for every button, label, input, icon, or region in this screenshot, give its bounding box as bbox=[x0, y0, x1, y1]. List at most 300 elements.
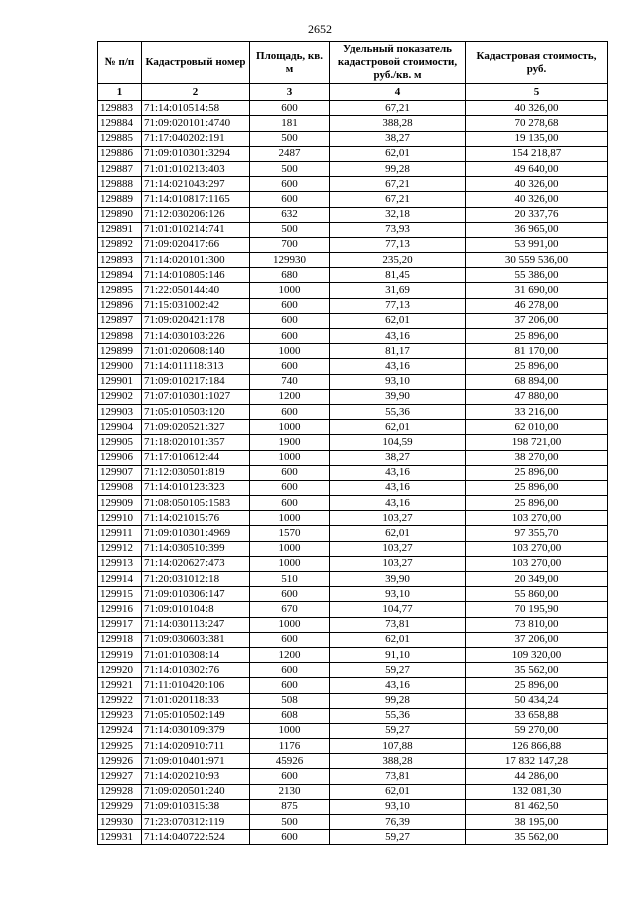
cadastral-value-cell: 49 640,00 bbox=[466, 161, 608, 176]
cadastral-value-cell: 59 270,00 bbox=[466, 723, 608, 738]
cadastral-number-cell: 71:09:020101:4740 bbox=[142, 116, 250, 131]
specific-value-cell: 99,28 bbox=[330, 161, 466, 176]
cadastral-value-cell: 81 170,00 bbox=[466, 344, 608, 359]
cadastral-number-cell: 71:09:010401:971 bbox=[142, 754, 250, 769]
specific-value-cell: 73,93 bbox=[330, 222, 466, 237]
specific-value-cell: 93,10 bbox=[330, 587, 466, 602]
cadastral-value-cell: 126 866,88 bbox=[466, 739, 608, 754]
area-cell: 600 bbox=[250, 587, 330, 602]
specific-value-cell: 43,16 bbox=[330, 329, 466, 344]
column-number: 4 bbox=[330, 84, 466, 101]
table-header-row bbox=[98, 42, 608, 84]
area-cell: 600 bbox=[250, 465, 330, 480]
row-index-cell: 129883 bbox=[98, 101, 142, 116]
cadastral-number-cell: 71:09:010315:38 bbox=[142, 799, 250, 814]
cadastral-number-cell: 71:14:020627:473 bbox=[142, 556, 250, 571]
table-row bbox=[98, 161, 608, 176]
row-index-cell: 129909 bbox=[98, 496, 142, 511]
area-cell: 700 bbox=[250, 237, 330, 252]
row-index-cell: 129908 bbox=[98, 480, 142, 495]
cadastral-value-cell: 25 896,00 bbox=[466, 329, 608, 344]
specific-value-cell: 76,39 bbox=[330, 815, 466, 830]
table-row bbox=[98, 222, 608, 237]
row-index-cell: 129918 bbox=[98, 632, 142, 647]
cadastral-number-cell: 71:17:040202:191 bbox=[142, 131, 250, 146]
specific-value-cell: 93,10 bbox=[330, 374, 466, 389]
specific-value-cell: 39,90 bbox=[330, 572, 466, 587]
specific-value-cell: 235,20 bbox=[330, 253, 466, 268]
area-cell: 129930 bbox=[250, 253, 330, 268]
area-cell: 500 bbox=[250, 815, 330, 830]
cadastral-number-cell: 71:14:030103:226 bbox=[142, 329, 250, 344]
area-cell: 600 bbox=[250, 480, 330, 495]
cadastral-value-cell: 35 562,00 bbox=[466, 830, 608, 845]
cadastral-value-cell: 70 195,90 bbox=[466, 602, 608, 617]
cadastral-value-cell: 31 690,00 bbox=[466, 283, 608, 298]
area-cell: 2487 bbox=[250, 146, 330, 161]
specific-value-cell: 388,28 bbox=[330, 754, 466, 769]
specific-value-cell: 62,01 bbox=[330, 313, 466, 328]
cadastral-value-cell: 25 896,00 bbox=[466, 465, 608, 480]
cadastral-value-cell: 37 206,00 bbox=[466, 632, 608, 647]
specific-value-cell: 81,45 bbox=[330, 268, 466, 283]
cadastral-number-cell: 71:01:010213:403 bbox=[142, 161, 250, 176]
row-index-cell: 129914 bbox=[98, 572, 142, 587]
header-area: Площадь, кв. м bbox=[250, 42, 330, 84]
row-index-cell: 129884 bbox=[98, 116, 142, 131]
cadastral-number-cell: 71:14:010817:1165 bbox=[142, 192, 250, 207]
specific-value-cell: 81,17 bbox=[330, 344, 466, 359]
row-index-cell: 129887 bbox=[98, 161, 142, 176]
row-index-cell: 129885 bbox=[98, 131, 142, 146]
cadastral-number-cell: 71:08:050105:1583 bbox=[142, 496, 250, 511]
specific-value-cell: 43,16 bbox=[330, 465, 466, 480]
cadastral-value-cell: 198 721,00 bbox=[466, 435, 608, 450]
cadastral-number-cell: 71:14:010302:76 bbox=[142, 663, 250, 678]
cadastral-value-cell: 103 270,00 bbox=[466, 541, 608, 556]
area-cell: 600 bbox=[250, 359, 330, 374]
row-index-cell: 129906 bbox=[98, 450, 142, 465]
cadastral-number-cell: 71:09:020417:66 bbox=[142, 237, 250, 252]
cadastral-value-cell: 73 810,00 bbox=[466, 617, 608, 632]
cadastral-value-cell: 25 896,00 bbox=[466, 496, 608, 511]
cadastral-value-cell: 17 832 147,28 bbox=[466, 754, 608, 769]
row-index-cell: 129888 bbox=[98, 177, 142, 192]
area-cell: 500 bbox=[250, 161, 330, 176]
row-index-cell: 129907 bbox=[98, 465, 142, 480]
cadastral-number-cell: 71:14:011118:313 bbox=[142, 359, 250, 374]
cadastral-value-cell: 53 991,00 bbox=[466, 237, 608, 252]
table-row bbox=[98, 739, 608, 754]
cadastral-value-cell: 20 337,76 bbox=[466, 207, 608, 222]
table-row bbox=[98, 799, 608, 814]
cadastral-value-cell: 103 270,00 bbox=[466, 511, 608, 526]
table-row bbox=[98, 253, 608, 268]
cadastral-number-cell: 71:09:010301:3294 bbox=[142, 146, 250, 161]
row-index-cell: 129930 bbox=[98, 815, 142, 830]
specific-value-cell: 388,28 bbox=[330, 116, 466, 131]
cadastral-value-cell: 38 270,00 bbox=[466, 450, 608, 465]
table-row bbox=[98, 207, 608, 222]
cadastral-number-cell: 71:09:010301:4969 bbox=[142, 526, 250, 541]
table-row bbox=[98, 283, 608, 298]
table-row bbox=[98, 541, 608, 556]
specific-value-cell: 31,69 bbox=[330, 283, 466, 298]
cadastral-number-cell: 71:14:021043:297 bbox=[142, 177, 250, 192]
cadastral-number-cell: 71:14:021015:76 bbox=[142, 511, 250, 526]
row-index-cell: 129903 bbox=[98, 404, 142, 419]
table-row bbox=[98, 587, 608, 602]
specific-value-cell: 62,01 bbox=[330, 420, 466, 435]
table-row bbox=[98, 693, 608, 708]
table-row bbox=[98, 420, 608, 435]
area-cell: 1000 bbox=[250, 617, 330, 632]
area-cell: 600 bbox=[250, 404, 330, 419]
row-index-cell: 129896 bbox=[98, 298, 142, 313]
specific-value-cell: 103,27 bbox=[330, 556, 466, 571]
table-row bbox=[98, 617, 608, 632]
row-index-cell: 129895 bbox=[98, 283, 142, 298]
specific-value-cell: 91,10 bbox=[330, 647, 466, 662]
area-cell: 600 bbox=[250, 678, 330, 693]
table-row bbox=[98, 435, 608, 450]
specific-value-cell: 62,01 bbox=[330, 526, 466, 541]
row-index-cell: 129892 bbox=[98, 237, 142, 252]
specific-value-cell: 59,27 bbox=[330, 830, 466, 845]
specific-value-cell: 38,27 bbox=[330, 450, 466, 465]
row-index-cell: 129890 bbox=[98, 207, 142, 222]
table-row bbox=[98, 237, 608, 252]
table-row bbox=[98, 268, 608, 283]
cadastral-number-cell: 71:09:020421:178 bbox=[142, 313, 250, 328]
cadastral-value-cell: 33 658,88 bbox=[466, 708, 608, 723]
specific-value-cell: 62,01 bbox=[330, 784, 466, 799]
cadastral-number-cell: 71:14:010514:58 bbox=[142, 101, 250, 116]
cadastral-value-cell: 55 860,00 bbox=[466, 587, 608, 602]
specific-value-cell: 73,81 bbox=[330, 769, 466, 784]
row-index-cell: 129912 bbox=[98, 541, 142, 556]
header-cadastral-value: Кадастровая стоимость, руб. bbox=[466, 42, 608, 84]
cadastral-value-cell: 25 896,00 bbox=[466, 678, 608, 693]
specific-value-cell: 67,21 bbox=[330, 177, 466, 192]
area-cell: 600 bbox=[250, 830, 330, 845]
page-number: 2652 bbox=[308, 22, 332, 36]
cadastral-value-table bbox=[97, 41, 608, 845]
row-index-cell: 129925 bbox=[98, 739, 142, 754]
cadastral-number-cell: 71:23:070312:119 bbox=[142, 815, 250, 830]
cadastral-number-cell: 71:15:031002:42 bbox=[142, 298, 250, 313]
cadastral-value-cell: 40 326,00 bbox=[466, 177, 608, 192]
table-row bbox=[98, 572, 608, 587]
cadastral-number-cell: 71:09:020501:240 bbox=[142, 784, 250, 799]
table-row bbox=[98, 708, 608, 723]
specific-value-cell: 67,21 bbox=[330, 101, 466, 116]
row-index-cell: 129929 bbox=[98, 799, 142, 814]
cadastral-number-cell: 71:14:030510:399 bbox=[142, 541, 250, 556]
cadastral-number-cell: 71:01:020118:33 bbox=[142, 693, 250, 708]
cadastral-value-cell: 36 965,00 bbox=[466, 222, 608, 237]
specific-value-cell: 43,16 bbox=[330, 496, 466, 511]
table-row bbox=[98, 678, 608, 693]
cadastral-value-cell: 103 270,00 bbox=[466, 556, 608, 571]
cadastral-value-cell: 47 880,00 bbox=[466, 389, 608, 404]
row-index-cell: 129917 bbox=[98, 617, 142, 632]
area-cell: 600 bbox=[250, 769, 330, 784]
row-index-cell: 129898 bbox=[98, 329, 142, 344]
area-cell: 875 bbox=[250, 799, 330, 814]
cadastral-number-cell: 71:22:050144:40 bbox=[142, 283, 250, 298]
row-index-cell: 129902 bbox=[98, 389, 142, 404]
row-index-cell: 129889 bbox=[98, 192, 142, 207]
cadastral-value-cell: 62 010,00 bbox=[466, 420, 608, 435]
cadastral-value-cell: 37 206,00 bbox=[466, 313, 608, 328]
area-cell: 500 bbox=[250, 222, 330, 237]
area-cell: 508 bbox=[250, 693, 330, 708]
table-row bbox=[98, 450, 608, 465]
table-row bbox=[98, 116, 608, 131]
cadastral-number-cell: 71:09:020521:327 bbox=[142, 420, 250, 435]
table-row bbox=[98, 511, 608, 526]
row-index-cell: 129924 bbox=[98, 723, 142, 738]
row-index-cell: 129913 bbox=[98, 556, 142, 571]
area-cell: 1900 bbox=[250, 435, 330, 450]
cadastral-number-cell: 71:05:010502:149 bbox=[142, 708, 250, 723]
cadastral-value-cell: 40 326,00 bbox=[466, 101, 608, 116]
specific-value-cell: 32,18 bbox=[330, 207, 466, 222]
table-row bbox=[98, 329, 608, 344]
area-cell: 600 bbox=[250, 329, 330, 344]
area-cell: 600 bbox=[250, 177, 330, 192]
header-cadastral-number: Кадастровый номер bbox=[142, 42, 250, 84]
specific-value-cell: 43,16 bbox=[330, 480, 466, 495]
area-cell: 1000 bbox=[250, 450, 330, 465]
cadastral-number-cell: 71:11:010420:106 bbox=[142, 678, 250, 693]
row-index-cell: 129926 bbox=[98, 754, 142, 769]
row-index-cell: 129931 bbox=[98, 830, 142, 845]
table-row bbox=[98, 146, 608, 161]
table-row bbox=[98, 313, 608, 328]
specific-value-cell: 104,59 bbox=[330, 435, 466, 450]
table-row bbox=[98, 663, 608, 678]
specific-value-cell: 77,13 bbox=[330, 298, 466, 313]
cadastral-value-cell: 38 195,00 bbox=[466, 815, 608, 830]
specific-value-cell: 107,88 bbox=[330, 739, 466, 754]
cadastral-number-cell: 71:14:030109:379 bbox=[142, 723, 250, 738]
table-row bbox=[98, 496, 608, 511]
specific-value-cell: 104,77 bbox=[330, 602, 466, 617]
table-row bbox=[98, 602, 608, 617]
cadastral-number-cell: 71:14:010123:323 bbox=[142, 480, 250, 495]
table-row bbox=[98, 556, 608, 571]
table-row bbox=[98, 754, 608, 769]
cadastral-number-cell: 71:14:030113:247 bbox=[142, 617, 250, 632]
column-number-row bbox=[98, 84, 608, 101]
area-cell: 632 bbox=[250, 207, 330, 222]
cadastral-value-cell: 35 562,00 bbox=[466, 663, 608, 678]
table-row bbox=[98, 177, 608, 192]
cadastral-value-cell: 154 218,87 bbox=[466, 146, 608, 161]
row-index-cell: 129899 bbox=[98, 344, 142, 359]
table-row bbox=[98, 784, 608, 799]
table-body bbox=[98, 101, 608, 845]
area-cell: 1000 bbox=[250, 283, 330, 298]
table-row bbox=[98, 344, 608, 359]
table-row bbox=[98, 298, 608, 313]
area-cell: 600 bbox=[250, 101, 330, 116]
specific-value-cell: 93,10 bbox=[330, 799, 466, 814]
specific-value-cell: 73,81 bbox=[330, 617, 466, 632]
specific-value-cell: 39,90 bbox=[330, 389, 466, 404]
area-cell: 510 bbox=[250, 572, 330, 587]
row-index-cell: 129910 bbox=[98, 511, 142, 526]
cadastral-value-cell: 25 896,00 bbox=[466, 359, 608, 374]
cadastral-number-cell: 71:01:010308:14 bbox=[142, 647, 250, 662]
table-row bbox=[98, 632, 608, 647]
cadastral-number-cell: 71:12:030206:126 bbox=[142, 207, 250, 222]
cadastral-value-cell: 109 320,00 bbox=[466, 647, 608, 662]
area-cell: 1200 bbox=[250, 389, 330, 404]
area-cell: 1000 bbox=[250, 556, 330, 571]
column-number: 2 bbox=[142, 84, 250, 101]
specific-value-cell: 62,01 bbox=[330, 632, 466, 647]
cadastral-value-cell: 55 386,00 bbox=[466, 268, 608, 283]
specific-value-cell: 43,16 bbox=[330, 678, 466, 693]
cadastral-value-cell: 97 355,70 bbox=[466, 526, 608, 541]
area-cell: 1176 bbox=[250, 739, 330, 754]
header-specific-value: Удельный показатель кадастровой стоимости, руб./кв. м bbox=[330, 42, 466, 84]
area-cell: 680 bbox=[250, 268, 330, 283]
cadastral-number-cell: 71:01:020608:140 bbox=[142, 344, 250, 359]
row-index-cell: 129891 bbox=[98, 222, 142, 237]
cadastral-value-cell: 25 896,00 bbox=[466, 480, 608, 495]
row-index-cell: 129900 bbox=[98, 359, 142, 374]
area-cell: 670 bbox=[250, 602, 330, 617]
column-number: 1 bbox=[98, 84, 142, 101]
cadastral-value-cell: 44 286,00 bbox=[466, 769, 608, 784]
area-cell: 600 bbox=[250, 632, 330, 647]
row-index-cell: 129901 bbox=[98, 374, 142, 389]
table-row bbox=[98, 480, 608, 495]
cadastral-number-cell: 71:09:030603:381 bbox=[142, 632, 250, 647]
cadastral-number-cell: 71:09:010104:8 bbox=[142, 602, 250, 617]
cadastral-number-cell: 71:07:010301:1027 bbox=[142, 389, 250, 404]
cadastral-value-cell: 70 278,68 bbox=[466, 116, 608, 131]
row-index-cell: 129905 bbox=[98, 435, 142, 450]
area-cell: 600 bbox=[250, 663, 330, 678]
cadastral-number-cell: 71:14:020101:300 bbox=[142, 253, 250, 268]
table-row bbox=[98, 374, 608, 389]
cadastral-value-cell: 40 326,00 bbox=[466, 192, 608, 207]
table-row bbox=[98, 101, 608, 116]
row-index-cell: 129894 bbox=[98, 268, 142, 283]
row-index-cell: 129922 bbox=[98, 693, 142, 708]
table-row bbox=[98, 769, 608, 784]
cadastral-number-cell: 71:18:020101:357 bbox=[142, 435, 250, 450]
specific-value-cell: 103,27 bbox=[330, 511, 466, 526]
row-index-cell: 129904 bbox=[98, 420, 142, 435]
cadastral-value-cell: 68 894,00 bbox=[466, 374, 608, 389]
area-cell: 181 bbox=[250, 116, 330, 131]
area-cell: 600 bbox=[250, 313, 330, 328]
area-cell: 2130 bbox=[250, 784, 330, 799]
cadastral-number-cell: 71:14:020210:93 bbox=[142, 769, 250, 784]
specific-value-cell: 55,36 bbox=[330, 708, 466, 723]
area-cell: 740 bbox=[250, 374, 330, 389]
area-cell: 1570 bbox=[250, 526, 330, 541]
table-row bbox=[98, 723, 608, 738]
cadastral-value-cell: 30 559 536,00 bbox=[466, 253, 608, 268]
area-cell: 600 bbox=[250, 496, 330, 511]
row-index-cell: 129916 bbox=[98, 602, 142, 617]
row-index-cell: 129920 bbox=[98, 663, 142, 678]
table-row bbox=[98, 131, 608, 146]
cadastral-value-cell: 81 462,50 bbox=[466, 799, 608, 814]
table-row bbox=[98, 404, 608, 419]
row-index-cell: 129927 bbox=[98, 769, 142, 784]
column-number: 5 bbox=[466, 84, 608, 101]
area-cell: 608 bbox=[250, 708, 330, 723]
area-cell: 500 bbox=[250, 131, 330, 146]
row-index-cell: 129886 bbox=[98, 146, 142, 161]
specific-value-cell: 77,13 bbox=[330, 237, 466, 252]
header-row-number: № п/п bbox=[98, 42, 142, 84]
specific-value-cell: 59,27 bbox=[330, 663, 466, 678]
area-cell: 1200 bbox=[250, 647, 330, 662]
cadastral-number-cell: 71:05:010503:120 bbox=[142, 404, 250, 419]
specific-value-cell: 38,27 bbox=[330, 131, 466, 146]
column-number: 3 bbox=[250, 84, 330, 101]
table-row bbox=[98, 389, 608, 404]
cadastral-value-cell: 50 434,24 bbox=[466, 693, 608, 708]
specific-value-cell: 67,21 bbox=[330, 192, 466, 207]
cadastral-value-cell: 132 081,30 bbox=[466, 784, 608, 799]
area-cell: 45926 bbox=[250, 754, 330, 769]
specific-value-cell: 62,01 bbox=[330, 146, 466, 161]
area-cell: 1000 bbox=[250, 723, 330, 738]
cadastral-number-cell: 71:17:010612:44 bbox=[142, 450, 250, 465]
row-index-cell: 129921 bbox=[98, 678, 142, 693]
row-index-cell: 129897 bbox=[98, 313, 142, 328]
area-cell: 1000 bbox=[250, 344, 330, 359]
row-index-cell: 129893 bbox=[98, 253, 142, 268]
area-cell: 600 bbox=[250, 192, 330, 207]
cadastral-number-cell: 71:12:030501:819 bbox=[142, 465, 250, 480]
cadastral-value-cell: 20 349,00 bbox=[466, 572, 608, 587]
row-index-cell: 129911 bbox=[98, 526, 142, 541]
specific-value-cell: 59,27 bbox=[330, 723, 466, 738]
cadastral-value-cell: 33 216,00 bbox=[466, 404, 608, 419]
area-cell: 1000 bbox=[250, 541, 330, 556]
cadastral-number-cell: 71:20:031012:18 bbox=[142, 572, 250, 587]
table-row bbox=[98, 830, 608, 845]
cadastral-value-cell: 19 135,00 bbox=[466, 131, 608, 146]
cadastral-number-cell: 71:14:040722:524 bbox=[142, 830, 250, 845]
cadastral-number-cell: 71:09:010217:184 bbox=[142, 374, 250, 389]
table-row bbox=[98, 465, 608, 480]
table-row bbox=[98, 192, 608, 207]
table-row bbox=[98, 815, 608, 830]
area-cell: 1000 bbox=[250, 511, 330, 526]
cadastral-number-cell: 71:14:020910:711 bbox=[142, 739, 250, 754]
area-cell: 1000 bbox=[250, 420, 330, 435]
specific-value-cell: 55,36 bbox=[330, 404, 466, 419]
row-index-cell: 129928 bbox=[98, 784, 142, 799]
cadastral-number-cell: 71:09:010306:147 bbox=[142, 587, 250, 602]
specific-value-cell: 43,16 bbox=[330, 359, 466, 374]
row-index-cell: 129919 bbox=[98, 647, 142, 662]
cadastral-number-cell: 71:01:010214:741 bbox=[142, 222, 250, 237]
table-row bbox=[98, 359, 608, 374]
